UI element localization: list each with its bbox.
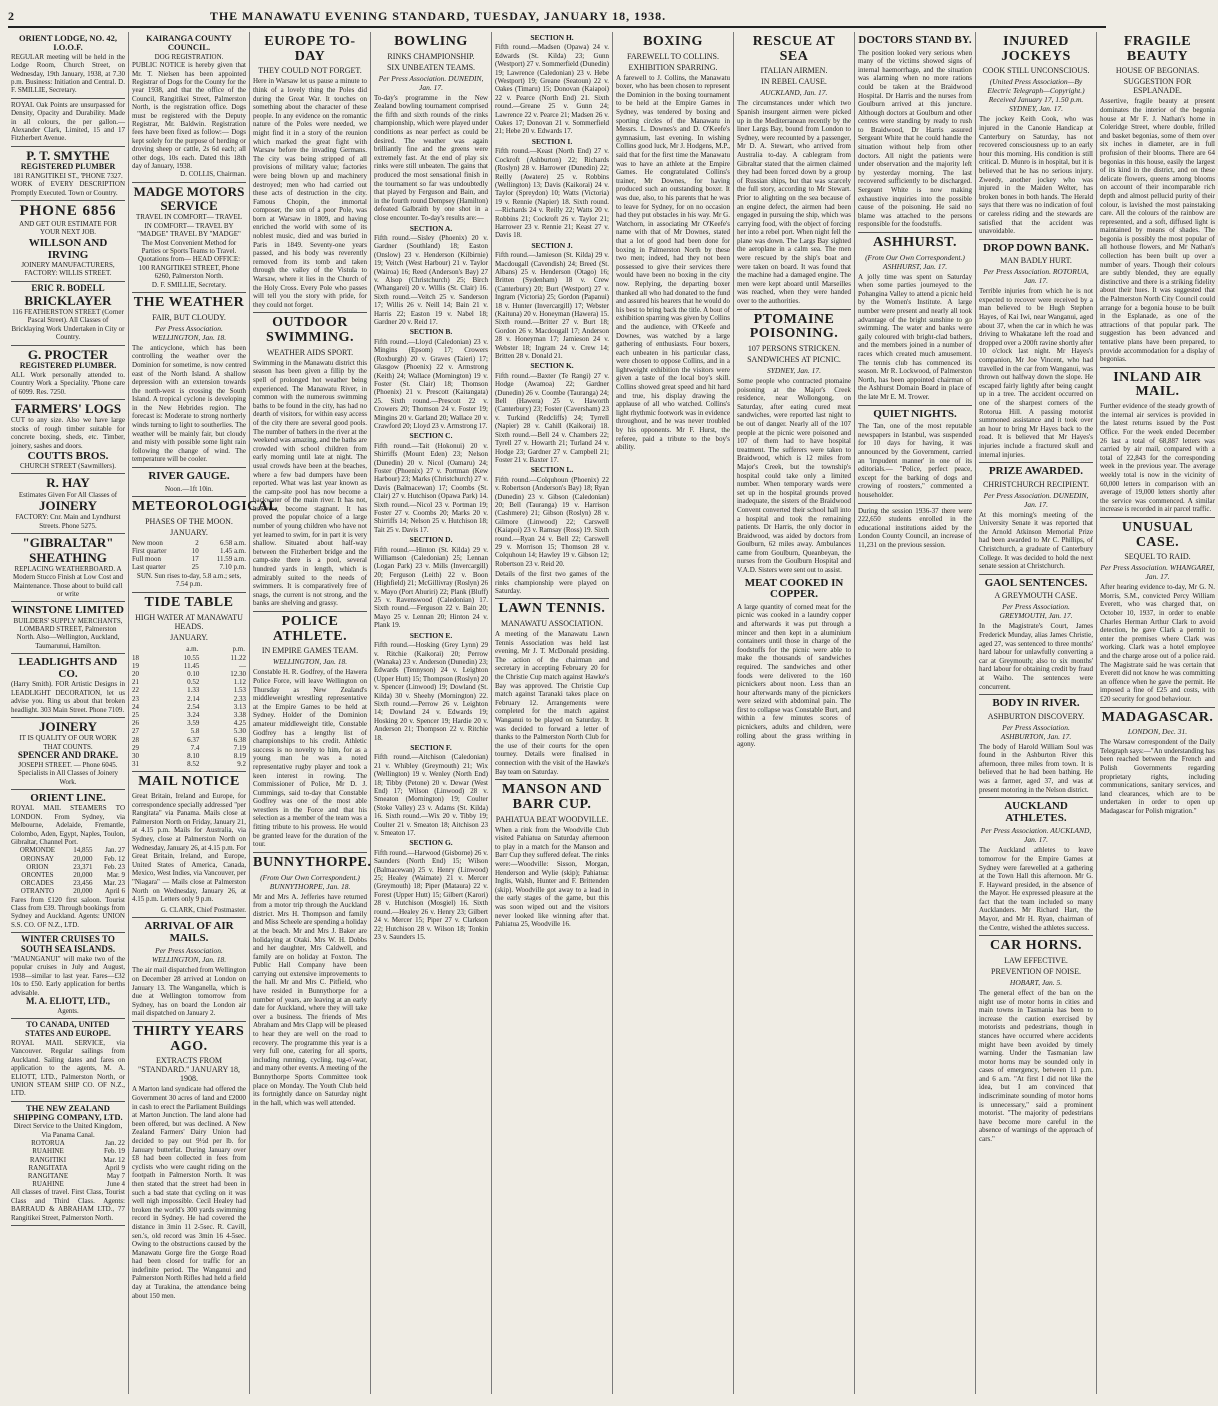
table-row: 20 0.10 12.30 [132,669,246,678]
table-row: 21 0.52 1.12 [132,678,246,687]
table-row: ORONSAY 20,000 Feb. 12 [20,854,125,863]
column-10: FRAGILE BEAUTY HOUSE OF BEGONIAS. SUGGESTION FOR ESPLANADE. Assertive, fragile beauty at present dominates the interior of the begonia house at Mr F. J. Nathan's home in Coleridge Street, where double, frilled and basket begonias, some of them over six inches in diameter, are in full profusion of their blooms. There are 64 begonias in this house, easily the largest of its kind in the district, and on these delicate flowers, queens among blooms on account of their incomparable rich depth and almost pellucid purity of their colour, is lavished the most painstaking care. All the colours of the rainbow are represented, and a soft, diffused light is maintained by means of shades. The begonia is possibly the most popular of all hothouse flowers, and Mr Nathan's collection has been built up over a number of years. Though their colours are subtly blended, they are equally distinctive and there is a striking fidelity about their hues. It was suggested that the Palmerston North City Council could arrange for a begonia house to be built in the Esplanade, as one of the attractions of that popular park. The suggestion has been advanced and tentative plans have been prepared, to provide accommodation for a display of begonias. INLAND AIR MAIL. Further evidence of the steady growth of the internal air services is provided in the latest returns issued by the Post Office. For the week ended December 26 last a total of 68,887 letters was carried by air mail, compared with a total of 22,843 for the corresponding week in the previous year. The average weekly total is now in the vicinity of 60,000 letters in comparison with an average of 19,000 letters shortly after the service was commenced. A similar increase is recorded in air parcel traffic. UNUSUAL CASE. SEQUEL TO RAID. Per Press Association. WHANGAREI, Jan. 17. After hearing evidence to-day, Mr G. N. Morris, S.M., convicted Percy William Everett, who was charged that, on October 10, 1937, in order to enable Charles Herman Arthur Clark to avoid detection, he gave Clark a permit to enter the premises where Clark was working. Clark was a hotel employee and the charge arose out of a police raid. The Magistrate said he was certain that Everett did not know he was committing an offence when he gave the permit. He imposed a fine of £25 and costs, with £20 security for good behaviour. MADAGASCAR. LONDON, Dec. 31. The Warsaw correspondent of the Daily Telegraph says:—"An understanding has been reached between the French and Polish Governments regarding proprietary rights, including communications, sanitary services, and land clearances, which are to be undertaken in order to open up Madagascar for Polish migration." [1100,34,1215,815]
headline-rescue-at-sea: RESCUE AT SEA [752,34,836,64]
ad-hay-joinery: R. HAY Estimates Given For All Classes of JOINERY FACTORY: Cnr. Main and Lyndhurst Streets. Phone 5275. [11,474,125,534]
headline-body-river: BODY IN RIVER. [992,697,1080,710]
ad-winstone: WINSTONE LIMITED BUILDERS' SUPPLY MERCHANTS, LOMBARD STREET, Palmerston North. Also—Wellington, Auckland, Taumarunui, Hamilton. [11,602,125,654]
column-8: DOCTORS STAND BY. The position looked very serious when many of the victims showed signs of internal haemorrhage, and the situation was alarming when no more rations could be taken at the Braidwood Hospital. Dr Harris and the nurses from Goulburn arrived at this juncture. Although doctors at Goulburn and other centres were standing by ready to rush to Braidwood, Dr Harris assured Sergeant White that he could handle the situation without help from other doctors. All night the patients were under observation and the majority left by yesterday morning. The last recovered sufficiently to be discharged. Sergeant White is now making exhaustive inquiries into the possible cause of the poisoning. He said no blame was attached to the persons responsible for the foodstuffs. ASHHURST. (From Our Own Correspondent.) ASHHURST, Jan. 17. A jolly time was spent on Saturday when some parties journeyed to the Pohangina Valley to attend a picnic held by the Women's Institute. A large number were present and nearly all took advantage of the bright sunshine to go swimming. The water and banks were gaily coloured with bright-clad bathers, and the members joined in a number of races which created much amusement. The tennis club has commenced its season. Mr R. Lockwood, of Palmerston North, has been appointed chairman of the Ashhurst Domain Board in place of the late Mr E. M. Trower. QUIET NIGHTS. The Tan, one of the most reputable newspapers in Istanbul, was suspended for 10 days for having, it was announced by the Government, carried an 'impudent manner' in one of its editorials.— "Police, perfect peace, except for the barking of dogs and crowing of roosters," commented a householder. During the session 1936-37 there were 222,650 students enrolled in the educational institutions aided by the London County Council, an increase of 11,231 on the previous session. [855,32,976,1394]
table-row: First quarter 10 1.45 a.m. [132,547,246,556]
headline-boxing: BOXING [643,34,703,49]
headline-inland-air-mail: INLAND AIR MAIL. [1113,369,1202,400]
headline-mail-notice: MAIL NOTICE [138,774,240,790]
headline-river-gauge: RIVER GAUGE. [148,470,230,483]
headline-injured-jockeys: INJURED JOCKEYS [1001,34,1071,64]
table-row: 29 7.4 7.19 [132,743,246,752]
headline-ptomaine: PTOMAINE POISONING. [749,311,839,342]
article-weather: The anticyclone, which has been controlling the weather over the Dominion for sometime, is now centred east of the North Island. A shallow depression with an extension towards the north-west is crossing the South Island. A tropical cyclone is developing in the New Hebrides region. The forecast is: Moderate to strong northerly winds turning to light to southerlies. The weather will be mainly fair, but cloudy and misty with possible some light rain following the change of wind. The temperature will be cooler. [132,343,247,464]
headline-auckland-athletes: AUCKLAND ATHLETES. [1004,800,1068,824]
headline-weather: THE WEATHER [133,295,245,311]
masthead-title: THE MANAWATU EVENING STANDARD, TUESDAY, JANUARY 18, 1938. [209,8,667,23]
table-row: 25 3.24 3.38 [132,710,246,719]
table-row: 27 5.8 5.30 [132,727,246,736]
headline-thirty-years: THIRTY YEARS AGO. [133,1024,245,1054]
orient-ships-table [11,846,125,895]
columns [8,32,1215,1394]
masthead [8,6,1106,28]
ad-paints: ROYAL Oak Points are unsurpassed for Density, Opacity and Durability. Made in all colours, the per gallon.—Alexander Clark, Limited, 15 and 17 Fitzherbert Avenue. [11,99,125,147]
headline-madagascar: MADAGASCAR. [1101,709,1214,725]
headline-manson-barr: MANSON AND BARR CUP. [501,782,603,812]
headline-police-athlete: POLICE ATHLETE. [272,614,348,644]
headline-unusual-case: UNUSUAL CASE. [1121,519,1194,550]
ad-leadlights: LEADLIGHTS AND CO. (Harry Smith). FOR Artistic Designs in LEADLIGHT DECORATION, let us advise you. Ring us about that broken headlight. 303 Main Street. Phone 7109. [11,654,125,718]
column-9: INJURED JOCKEYS COOK STILL UNCONSCIOUS. (United Press Association—By Electric Telegraph—Copyright.) Received January 17, 1.50 p.m. SYDNEY, Jan. 17. The jockey Keith Cook, who was injured in the Canonie Handicap at Canterbury on Saturday, has not recovered consciousness up to an early hour this morning. His condition is still critical. D. Munro is in hospital, but it is believed that he has no serious injury. Zweedy, another jockey who was injured in the Maiden Welter, has broken bones in both hands. The Herald says that there was no indication of foul or careless riding and the stewards are satisfied that the accident was unavoidable. DROP DOWN BANK. MAN BADLY HURT. Per Press Association. ROTORUA, Jan. 17. Terrible injuries from which he is not expected to recover were received by a man believed to be Hugh Stephen Hayes, of Kai Iwi, near Wanganui, aged about 37, when the car in which he was driving to Whakatane left the road and dropped over a 200ft ravine shortly after 10 o'clock last night. Mr Hayes's companion, Mr Joe Vincent, who had travelled in the car from Wanganui, was thrown out halfway down the slope. He escaped fairly lightly after being caught up in a tree. The accident occurred on one of the sharpest corners of the Rotorua Hill. A passing motorist summoned assistance and it took over an hour to bring Mr Hayes back to the road. It is believed that Mr Hayes's injuries include a fractured skull and internal injuries. PRIZE AWARDED. CHRISTCHURCH RECIPIENT. Per Press Association. DUNEDIN, Jan. 17. At this morning's meeting of the University Senate it was reported that the Arnold Atkinson Memorial Prize had been awarded to Mr C. Phillips, of Christchurch, a graduate of Canterbury College. It was decided to hold the next senate session at Christchurch. GAOL SENTENCES. A GREYMOUTH CASE. Per Press Association. GREYMOUTH, Jan. 17. In the Magistrate's Court, James Frederick Munday, alias James Christie, aged 27, was sentenced to three months' hard labour for unlawfully converting a car at Greymouth; also to six months' hard labour for obtaining credit by fraud at Waiho. The sentences were concurrent. BODY IN RIVER. ASHBURTON DISCOVERY. Per Press Association. ASHBURTON, Jan. 17. The body of Harold William Soul was found in the Ashburton River this afternoon, three miles from town. It is believed that he had been bathing. He was a farmer, aged 37, and was at present motoring in the Nelson district. AUCKLAND ATHLETES. Per Press Association. AUCKLAND, Jan. 17. The Auckland athletes to leave tomorrow for the Empire Games at Sydney were farewelled at a gathering at the Town Hall this afternoon. Mr G. F. Hayward presided, in the absence of the Mayor. He expressed pleasure at the fact that the team included so many Aucklanders. Mr Richard Hart, the Mayor, and Mr H. Ryan, chairman of the Centre, wished the athletes success. CAR HORNS. LAW EFFECTIVE. PREVENTION OF NOISE. HOBART, Jan. 5. The general effect of the ban on the night use of motor horns in cities and main towns in Tasmania has been to increase the caution exercised by motorists and pedestrians, though in stances have occurred where accidents might have been avoided by timely warning. Under the Tasmanian law motor horns may be sounded only in cases of emergency, between 11 p.m. and 6 a.m. "At first I did not like the idea, but I am convinced that indiscriminate sounding of motor horns is unnecessary," said a prominent motorist. "The majority of pedestrians have become more careful in the absence of warnings of the approach of cars." [976,32,1097,1394]
table-row: RANGITANE May 7 [27,1172,125,1181]
table-row: Last quarter 25 7.10 p.m. [132,563,246,572]
ad-spencer-drake: JOINERY IT IS QUALITY OF OUR WORK THAT COUNTS. SPENCER AND DRAKE. JOSEPH STREET. — Phone 6045. Specialists in All Classes of Joinery Work. [11,718,125,790]
ad-oddfellows: ORIENT LODGE, NO. 42, I.O.O.F. REGULAR meeting will be held in the Lodge Room, Church Street, on Wednesday, 19th January, 1938, at 7.30 p.m. Business: Initiation and Central. D. F. SMILLIE, Secretary. [11,32,125,99]
headline-quiet-nights: QUIET NIGHTS. [873,407,957,420]
table-row: ORMONDE 14,855 Jan. 27 [19,846,125,855]
tide-table [132,644,246,769]
headline-ashhurst: ASHHURST. [873,235,957,251]
column-4: BOWLING RINKS CHAMPIONSHIP. SIX UNBEATEN TEAMS. Per Press Association. DUNEDIN, Jan. 17. To-day's programme in the New Zealand bowling tournament comprised the fifth and sixth rounds of the rinks championship, which were played under conditions as near perfect as could be desired. The weather was again brilliantly fine and the greens were extremely fast. At the end of play six rinks were still unbeaten. The gains that produced the most sensational finish in the tournament so far was undoubtedly that played by Ferguson and Bain, and in the fourth round Dempsey (Hamilton) defeated Galbraith by one shot in a close encounter. To-day's results are:— SECTION A. Fifth round.—Sisley (Phoenix) 20 v. Gardner (Southland) 18; Easton (Onslow) 23 v. Henderson (Kilbirnie) 19; Veitch (West Harbour) 21 v. Taylor (Wairoa) 16; Reed (Anderson's Bay) 27 v. Alsop (Christchurch) 25; Birch (Whangarei) 20 v. Willis (St. Clair) 16. Sixth round.—Veitch 25 v. Sanderson 17; Willis 26 v. Neill 14; Bain 21 v. Harris 22; Easton 19 v. Nabel 18; Gardner 20 v. Reid 17. SECTION B. Fifth round.—Lloyd (Caledonian) 23 v. Mingins (Epsom) 17; Crowers (Roxburgh) 20 v. Graves (Taieri) 17; Glasgow (Phoenix) 22 v. Armstrong (Keith) 24; Wallace (Mornington) 19 v. Foster (St. Clair) 18; Thomson (Phoenix) 21 v. Prescott (Kaitangata) 25. Sixth round.—Prescott 22 v. Crowers 20; Thomson 24 v. Foster 19; Mingins 20 v. Garland 20; Wallace 20 v. Crawford 20; Lloyd 23 v. Armstrong 17. SECTION C. Fifth round.—Tait (Hokonui) 20 v. Shirriffs (Mount Eden) 23; Nelson (Dunedin) 20 v. Nicol (Oamaru) 24; Foster (Phoenix) 27 v. Portman (Kew Harbour) 23; Marks (Christchurch) 27 v. Davis (Balmacewan) 17; Coombs (St. Clair) 27 v. Hutchison (Opawa Park) 14. Sixth round.—Nicol 23 v. Portman 19; Foster 27 v. Coombs 20; Marks 20 v. Shirriffs 14; Nelson 25 v. Hutchison 18; Tait 25 v. Davis 17. SECTION D. Fifth round.—Hinton (St. Kilda) 29 v. Williamson (Caledonian) 25; Lennan (Logan Park) 23 v. Mills (Invercargill) 20; Ferguson (Leith) 22 v. Boon (Highfield) 21; McGillivray (Roslyn) 26 v. Mayo (Port Ahuriri) 22; Plank (Bluff) 25 v. Ravenswood (Caledonian) 17. Sixth round.—Ferguson 22 v. Bain 20; Mayo 25 v. Lennan 20; Hinton 24 v. Plank 19. SECTION E. Fifth round.—Hosking (Grey Lynn) 29 v. Ritchie (Kaikorai) 20; Perrow (Wanaka) 23 v. Anderson (Dunedin) 23; Edwards (Tennyson) 24 v. Leighton (Upper Hutt) 15; Thompson (Roslyn) 20 v. Spencer (Linwood) 19; Dowland (St. Kilda) 30 v. Sheehy (Mornington) 22. Sixth round.—Perrow 26 v. Leighton 14; Dowland 24 v. Edwards 19; Hosking 20 v. Spencer 19; Hardie 20 v. Anderson 21; Thompson 22 v. Ritchie 18. SECTION F. Fifth round.—Aitchison (Caledonian) 21 v. Whibley (Greymouth) 21; Wix (Wellington) 19 v. Wenley (North End) 18; Tibby (Petone) 20 v. Dewar (West End) 17; Wilson (Linwood) 28 v. Smeaton (Mornington) 19; Coulter (Stoke Valley) 23 v. Adams (St. Kilda) 16. Sixth round.—Wix 20 v. Tibby 19; Coulter 21 v. Smeaton 18; Aitchison 23 v. Smeaton 17. SECTION G. Fifth round.—Harwood (Gisborne) 26 v. Saunders (North End) 15; Wilson (Balmacewan) 25 v. Henry (Linwood) 25; Healey (Waimate) 21 v. Mercer (Greymouth) 18; Piper (Mataura) 22 v. Forest (Upper Hutt) 15; Gilbert (Karori) 28 v. Hutchison (Mosgiel) 16. Sixth round.—Healey 26 v. Henry 23; Gilbert 24 v. Mercer 15; Piper 27 v. Clarkson 22; Hutchison 28 v. Wilson 18; Tonkin 23 v. Saunders 15. [371,32,492,1394]
page-number: 2 [8,8,15,23]
newspaper-page [8,6,1215,1394]
headline-swimming: OUTDOOR SWIMMING. [265,315,355,346]
column-7: RESCUE AT SEA ITALIAN AIRMEN. IN REBEL CAUSE. AUCKLAND, Jan. 17. The circumstances under which two Spanish insurgent airmen were picked up in the Mediterranean recently by the liner Largs Bay, bound from London to Sydney, were recounted by a passenger, Mr D. A. Stewart, who arrived from Australia to-day. A cablegram from Gibraltar stated that the airmen claimed they had been forced down by a group of Russian ships, but that was scarcely the full story, according to Mr Stewart. Prior to alighting on the sea because of an engine defect, the airmen had been engaged in pursuing the ship, which was carrying food, with the object of forcing her into a rebel port. When night fell the plane was down. The Largs Bay sighted the aeroplane in a calm sea. The men were rescued by the ship's boat and were taken on board. It was found that the machine had a damaged engine. The men were kept aboard until Marseilles was reached, when they were handed over to the authorities. PTOMAINE POISONING. 107 PERSONS STRICKEN. SANDWICHES AT PICNIC. SYDNEY, Jan. 17. Some people who contracted ptomaine poisoning at the Major's Creek residence, near Wollongong, on Saturday, after eating cured meat sandwiches, were reported last night to be out of danger. Nearly all of the 107 people at the picnic were poisoned and 107 of them had to have hospital treatment. The sufferers were taken to Braidwood, which is 12 miles from Major's Creek, but the township's hospital could take only a limited number. When temporary wards were set up in the hospital grounds proved inadequate, the sisters of the Braidwood Convent converted their school hall into a hospital and took the remaining patients. Dr Harris, the only doctor in Braidwood, was aided by doctors from Goulburn, 62 miles away. Ambulances came from Goulburn, Queanbeyan, the nurses from the Goulburn Hospital and V.A.D. Sisters were sent out to assist. MEAT COOKED IN COPPER. A large quantity of corned meat for the picnic was cooked in a laundry copper and afterwards it was put through a mincer and then kept in a aluminium containers until those in charge of the foodstuffs for the picnic were able to make the thousands of sandwiches required. The sandwiches and other foods were delivered to the 160 picnickers about noon. Less than an hour afterwards many of the picnickers were seized with abdominal pain. The first to collapse was Constable Burt, and within a few minutes scores of picnickers, adults and children, were rolling about the grass writhing in agony. [734,32,855,1394]
table-row: 26 3.59 4.25 [132,719,246,728]
headline-doctors: DOCTORS STAND BY. [858,34,972,46]
table-row: Full moon 17 11.59 a.m. [132,555,246,564]
ad-procter: G. PROCTER REGISTERED PLUMBER. ALL Work personally attended to. Country Work a Speciality. 'Phone care of 6099. Res. 7250. [11,346,125,400]
headline-meat-copper: MEAT COOKED IN COPPER. [744,576,844,601]
headline-gaol: GAOL SENTENCES. [984,576,1088,589]
table-row: OTRANTO 20,000 April 6 [20,887,125,896]
table-row: 24 2.54 3.13 [132,702,246,711]
table-row: ROTORUA Jan. 22 [31,1139,125,1148]
table-row: 19 11.45 — [132,661,246,670]
nzs-ships-table [11,1139,125,1188]
headline-fragile-beauty: FRAGILE BEAUTY [1123,34,1192,64]
table-row: 30 8.10 8.19 [132,751,246,760]
headline-bowling: BOWLING [394,34,468,49]
headline-drop-bank: DROP DOWN BANK. [982,241,1090,254]
ad-madge-motors: MADGE MOTORS SERVICE TRAVEL IN COMFORT— TRAVEL IN COMFORT— TRAVEL BY "MADGE" TRAVEL BY "MADGE" The Most Convenient Method for Parties or Sports Teams to Travel. Quotations from— HEAD OFFICE: 100 RANGITIKEI STREET, Phone 6260, Palmerston North. D. F. SMILLIE, Secretary. [132,183,246,293]
ad-farmers-logs: FARMERS' LOGS CUT to any size. Also we have large stocks of rough timber suitable for concrete boxing, sheds, etc. Timber, joinery, sashes and doors. COUTTS BROS. CHURCH STREET (Sawmillers). [11,400,125,474]
ad-willson-irving: PHONE 6856 AND GET OUR ESTIMATE FOR YOUR NEXT JOB. WILLSON AND IRVING JOINERY MANUFACTURERS, FACTORY: WILLIS STREET. [11,201,125,282]
table-row: New moon 2 6.58 a.m. [132,538,246,547]
ad-gibraltar: "GIBRALTAR" SHEATHING REPLACING WEATHERBOARD. A Modern Stucco Finish at Low Cost and Maintenance. Those about to build call or write [11,534,125,602]
headline-prize: PRIZE AWARDED. [988,465,1084,478]
ad-bodell: ERIC R. BODELL BRICKLAYER 116 FEATHERSTON STREET (Corner Pascal Street). All Classes of Bricklaying Work Undertaken in City or Country. [11,282,125,346]
bowling-results: SECTION A. Fifth round.—Sisley (Phoenix) 20 v. Gardner (Southland) 18; Easton (Onslow) 23 v. Henderson (Kilbirnie) 19; Veitch (West Harbour) 21 v. Taylor (Wairoa) 16; Reed (Anderson's Bay) 27 v. Alsop (Christchurch) 25; Birch (Whangarei) 20 v. Willis (St. Clair) 16. Sixth round.—Veitch 25 v. Sanderson 17; Willis 26 v. Neill 14; Bain 21 v. Harris 22; Easton 19 v. Nabel 18; Gardner 20 v. Reid 17. SECTION B. Fifth round.—Lloyd (Caledonian) 23 v. Mingins (Epsom) 17; Crowers (Roxburgh) 20 v. Graves (Taieri) 17; Glasgow (Phoenix) 22 v. Armstrong (Keith) 24; Wallace (Mornington) 19 v. Foster (St. Clair) 18; Thomson (Phoenix) 21 v. Prescott (Kaitangata) 25. Sixth round.—Prescott 22 v. Crowers 20; Thomson 24 v. Foster 19; Mingins 20 v. Garland 20; Wallace 20 v. Crawford 20; Lloyd 23 v. Armstrong 17. SECTION C. Fifth round.—Tait (Hokonui) 20 v. Shirriffs (Mount Eden) 23; Nelson (Dunedin) 20 v. Nicol (Oamaru) 24; Foster (Phoenix) 27 v. Portman (Kew Harbour) 23; Marks (Christchurch) 27 v. Davis (Balmacewan) 17; Coombs (St. Clair) 27 v. Hutchison (Opawa Park) 14. Sixth round.—Nicol 23 v. Portman 19; Foster 27 v. Coombs 20; Marks 20 v. Shirriffs 14; Nelson 25 v. Hutchison 18; Tait 25 v. Davis 17. SECTION D. Fifth round.—Hinton (St. Kilda) 29 v. Williamson (Caledonian) 25; Lennan (Logan Park) 23 v. Mills (Invercargill) 20; Ferguson (Leith) 22 v. Boon (Highfield) 21; McGillivray (Roslyn) 26 v. Mayo (Port Ahuriri) 22; Plank (Bluff) 25 v. Ravenswood (Caledonian) 17. Sixth round.—Ferguson 22 v. Bain 20; Mayo 25 v. Lennan 20; Hinton 24 v. Plank 19. SECTION E. Fifth round.—Hosking (Grey Lynn) 29 v. Ritchie (Kaikorai) 20; Perrow (Wanaka) 23 v. Anderson (Dunedin) 23; Edwards (Tennyson) 24 v. Leighton (Upper Hutt) 15; Thompson (Roslyn) 20 v. Spencer (Linwood) 19; Dowland (St. Kilda) 30 v. Sheehy (Mornington) 22. Sixth round.—Perrow 26 v. Leighton 14; Dowland 24 v. Edwards 19; Hosking 20 v. Spencer 19; Hardie 20 v. Anderson 21; Thompson 22 v. Ritchie 18. SECTION F. Fifth round.—Aitchison (Caledonian) 21 v. Whibley (Greymouth) 21; Wix (Wellington) 19 v. Wenley (North End) 18; Tibby (Petone) 20 v. Dewar (West End) 17; Wilson (Linwood) 28 v. Smeaton (Mornington) 19; Coulter (Stoke Valley) 23 v. Adams (St. Kilda) 16. Sixth round.—Wix 20 v. Tibby 19; Coulter 21 v. Smeaton 18; Aitchison 23 v. Smeaton 17. SECTION G. Fifth round.—Harwood (Gisborne) 26 v. Saunders (North End) 15; Wilson (Balmacewan) 25 v. Henry (Linwood) 25; Healey (Waimate) 21 v. Mercer (Greymouth) 18; Piper (Mataura) 22 v. Forest (Upper Hutt) 15; Gilbert (Karori) 28 v. Hutchison (Mosgiel) 16. Sixth round.—Healey 26 v. Henry 23; Gilbert 24 v. Mercer 15; Piper 27 v. Clarkson 22; Hutchison 28 v. Wilson 18; Tonkin 23 v. Saunders 15. [374,223,488,941]
table-row: 31 8.52 9.2 [132,760,246,769]
column-2: KAIRANGA COUNTY COUNCIL. DOG REGISTRATION. PUBLIC NOTICE is hereby given that Mr. T. Nielsen has been appointed Registrar of Dogs for the County for the year 1938, and that the office of the Council, Rangitikei Street, Palmerston North, is the registration office. Dogs must be registered with the Deputy Registrar, Mr. Baldwin. Registration fees have been fixed as follow:— Dogs kept solely for the purpose of herding or droving sheep or cattle, 2s 6d each; all other dogs, 10s each. Dated this 18th day of January, 1938. D. COLLIS, Chairman. MADGE MOTORS SERVICE TRAVEL IN COMFORT— TRAVEL IN COMFORT— TRAVEL BY "MADGE" TRAVEL BY "MADGE" The Most Convenient Method for Parties or Sports Teams to Travel. Quotations from— HEAD OFFICE: 100 RANGITIKEI STREET, Phone 6260, Palmerston North. D. F. SMILLIE, Secretary. THE WEATHER FAIR, BUT CLOUDY. Per Press Association. WELLINGTON, Jan. 18. The anticyclone, which has been controlling the weather over the Dominion for sometime, is now centred east of the North Island. A shallow depression with an extension towards the north-west is crossing the South Island. A tropical cyclone is developing in the New Hebrides region. The forecast is: Moderate to strong northerly winds turning to light to southerlies. The weather will be mainly fair, but cloudy and misty with possible some light rain following the change of wind. The temperature will be cooler. RIVER GAUGE. Noon.—1ft 10in. METEOROLOGICAL PHASES OF THE MOON. JANUARY. New moon 2 6.58 a.m. First quarter 10 1.45 a.m. Full moon 17 11.59 a.m. Last quarter 25 7.10 p.m. SUN. Sun rises to-day, 5.8 a.m.; sets, 7.54 p.m. TIDE TABLE HIGH WATER AT MANAWATU HEADS. JANUARY. a.m. p.m. 18 10.55 11.22 19 11.45 — 20 0.10 12.30 21 0.52 1.12 22 1.33 1.53 23 2.14 2.33 24 2.54 3.13 25 3.24 3.38 26 3.59 4.25 27 5.8 5.30 28 6.37 6.38 29 7.4 7.19 30 8.10 8.19 31 8.52 9.2 MAIL NOTICE Great Britain, Ireland and Europe, for correspondence specially addressed "per Rangitata" via Panama. Mails close at Palmerston North on Friday, January 21, at 4.15 p.m. Mails for Australia, via Sydney, close at Palmerston North on Wednesday, January 26, at 4.15 p.m. For Great Britain, Ireland, and Europe, United States of America, Canada, Mexico, West Indies, via Vancouver, per "Niagara" — Mails close at Palmerston North on Wednesday, January 26, at 4.15 p.m. Letters only 9 p.m. G. CLARK, Chief Postmaster. ARRIVAL OF AIR MAILS. Per Press Association. WELLINGTON, Jan. 18. The air mail dispatched from Wellington on December 28 arrived at London on January 13. The Wanganella, which is due at Wellington tomorrow from Sydney, has on board the London air mail dispatched on January 2. THIRTY YEARS AGO. EXTRACTS FROM "STANDARD." JANUARY 18, 1908. A Marton land syndicate had offered the Government 30 acres of land and £2000 in cash to erect the Parliament Buildings at Marton Junction. The land alone had been offered, but was declined. A New Zealand Farmers' Dairy Union had decided to pay out 9½d per lb. for January butterfat. During January over £8 had been collected in fees from cyclists who were caught riding on the footpath in Palmerston North. It was then stated that the street had been in such a bad state that cycling on it was well nigh impossible. Cecil Healey had broken the world's 300 yards swimming record in Sydney. He had covered the distance in 3min 11 2-5sec. R. Cavill, sen.'s, old record was 3min 16 4-5sec. Owing to the obstructions caused by the Manawatu Gorge fire the Gorge Road had been closed for traffic for an indefinite period. The Wanganui and Palmerston North Rifles had held a field day at Turakina, the attendance being about 150 men. [129,32,250,1394]
article-mail-notice: Great Britain, Ireland and Europe, for correspondence specially addressed "per Rangitata" via Panama. Mails close at Palmerston North on Friday, January 21, at 4.15 p.m. Mails for Australia, via Sydney, close at Palmerston North on Wednesday, January 26, at 4.15 p.m. For Great Britain, Ireland, and Europe, United States of America, Canada, Mexico, West Indies, via Vancouver, per "Niagara" — Mails close at Palmerston North on Wednesday, January 26, at 4.15 p.m. Letters only 9 p.m. [132,792,246,904]
table-row: 22 1.33 1.53 [132,686,246,695]
headline-lawn-tennis: LAWN TENNIS. [498,601,606,617]
headline-bunnythorpe: BUNNYTHORPE. [253,854,372,870]
ad-smythe: P. T. SMYTHE REGISTERED PLUMBER 181 RANGITIKEI ST., 'PHONE 7327. WORK of EVERY DESCRIPTION Promptly Executed. Town or Country. [11,147,125,201]
table-row: 18 10.55 11.22 [132,653,246,662]
table-row: RANGITIKI Mar. 12 [29,1155,125,1164]
headline-tide-table: TIDE TABLE [144,594,234,610]
ad-orient-line: ORIENT LINE. ROYAL MAIL STEAMERS TO LONDON. From Sydney, via Melbourne, Adelaide, Fremantle, Colombo, Aden, Egypt, Naples, Toulon, Gibraltar, Channel Port. ORMONDE 14,855 Jan. 27 ORONSAY 20,000 Feb. 12 ORION 23,371 Feb. 23 ORONTES 20,000 Mar. 9 ORCADES 23,456 Mar. 23 OTRANTO 20,000 April 6 Fares from £120 first saloon. Tourist Class from £39. Through bookings from Sydney and Auckland. Agents: UNION S.S. CO. OF N.Z., LTD. [11,790,125,933]
table-row: ORION 23,371 Feb. 23 [26,862,125,871]
notice-kairanga: KAIRANGA COUNTY COUNCIL. DOG REGISTRATION. PUBLIC NOTICE is hereby given that Mr. T. Nielsen has been appointed Registrar of Dogs for the County for the year 1938, and that the office of the Council, Rangitikei Street, Palmerston North, is the registration office. Dogs must be registered with the Deputy Registrar, Mr. Baldwin. Registration fees have been fixed as follow:— Dogs kept solely for the purpose of herding or droving sheep or cattle, 2s 6d each; all other dogs, 10s each. Dated this 18th day of January, 1938. D. COLLIS, Chairman. [132,32,246,183]
headline-air-mails: ARRIVAL OF AIR MAILS. [144,920,234,944]
bowling-results-continued: SECTION H. Fifth round.—Madsen (Opawa) 24 v. Edwards (St. Kilda) 23; Gunn (Westport) 27 v. Sommerfield (Dunedin) 19; Lawrence (Caledonian) 23 v. Hebe (Westport) 19; Greane (Seatoun) 22 v. Oakes (Timaru) 15; Donovan (Kaiapoi) 22 v. Pearce (North End) 21. Sixth round.—Greane 25 v. Gunn 24; Lawrence 22 v. Pearce 21; Madsen 26 v. Oakes 17; Donovan 21 v. Sommerfield 21; Hebe 20 v. Edwards 17. SECTION I. Fifth round.—Keast (North End) 27 v. Cockroft (Ashburton) 22; Richards (Roslyn) 28 v. Harrower (Dunedin) 22; Reilly (Awatere) 25 v. Robbins (Wellington) 13; Davis (Kaikorai) 24 v. Taylor (Spreydon) 10; Watts (Victoria) 19 v. Rennie (Napier) 18. Sixth round.—Richards 24 v. Reilly 22; Watts 20 v. Robbins 21; Cockroft 26 v. Taylor 21; Harrower 23 v. Rennie 21; Keast 27 v. Davis 18. SECTION J. Fifth round.—Jamieson (St. Kilda) 29 v. Macdougall (Cavendish) 24; Breed (St. Albans) 25 v. Henderson (Otago) 16; Britten (Sydenham) 18 v. Crew (Canterbury) 20; Burt (Westport) 27 v. Ingram (Victoria) 25; Gordon (Papanui) 18 v. Hunter (Invercargill) 17; Webster (Kaituna) 20 v. Honeyman (Hawera) 15. Sixth round.—Britter 27 v. Burt 18; Gordon 26 v. Macdougall 17; Anderson 28 v. Honeyman 17; Jamieson 24 v. Webster 18; Ingram 24 v. Crew 14; Britten 28 v. Donald 21. SECTION K. Fifth round.—Baxter (Te Rangi) 27 v. Hodge (Awamoa) 22; Gardner (Dunedin) 26 v. Coombe (Tauranga) 24; Bell (Hawera) 25 v. Haworth (Canterbury) 23; Foster (Caversham) 23 v. Turkind (Redcliffs) 24; Tyrrell (Napier) 28 v. Cahill (Kaikorai) 18. Sixth round.—Bell 24 v. Chambers 22; Tyrell 27 v. Howarth 21; Turland 24 v. Hodge 23; Gardner 27 v. Campbell 21; Foster 21 v. Baxter 17. SECTION L. Fifth round.—Colquhoun (Phoenix) 22 v. Robertson (Anderson's Bay) 18; Ryan (Dunedin) 23 v. Gibson (Caledonian) 20; Bell (Tauranga) 19 v. Harrison (Cashmere) 21; Gibson (Roslyn) 28 v. Gilmore (Linwood) 22; Carswell (Kaiapoi) 23 v. Ramsay (Ross) 19. Sixth round.—Ryan 24 v. Bell 22; Carswell 29 v. Morrison 15; Thomson 28 v. Colquhoun 14; Hawley 19 v. Gibson 12; Robertson 23 v. Reid 20. Details of the first two games of the rinks championship were played on Saturday. [495,33,609,595]
moon-phases-table [132,539,246,572]
table-row: RANGITATA April 9 [28,1163,125,1172]
table-row: 28 6.37 6.38 [132,735,246,744]
table-row: ORCADES 23,456 Mar. 23 [21,879,125,888]
column-3: EUROPE TO-DAY THEY COULD NOT FORGET. Here in Warsaw let us pause a minute to think of a lovely thing the Poles did during the Great War. It touches on something about the character of these people. In any evidence on the romantic nature of the Poles were needed, we might find it in a story of the reunion which marked the great fight with Warsaw before the invading Germans. The city was being stripped of all provisions of military value; factories were being blown up and machinery destroyed; men who had carried out these acts of destruction in the city. Famous Chopin, the immortal composer, the son of a poor Pole, was born at Warsaw in 1809, and having enriched the world with some of its noblest music, died and was buried in Paris in 1849. Seventy-one years passed, and his body was reverently removed from its tomb and taken through the valley of the Vistula to Warsaw, where it lies in the Church of the Holy Cross. Every Pole who passes will tell you the story with pride, for they could not forget. OUTDOOR SWIMMING. WEATHER AIDS SPORT. Swimming in the Manawatu district this season has been given a fillip by the spell of prolonged hot weather being experienced. The Manawatu River, in common with the numerous swimming baths to be found in the city, has had no dearth of visitors, for within easy access of the city there are several good pools. The number of bathers in the river at the weekend was amazing, and the baths are crowded with school children from early morning until late at night. The usual crowds have been at the beaches, where a few bad dumpers have been reported. What was last year known as the camp-site pool has now become a backwater of the main river. It has not, however, become stagnant. It has proved the popular choice of a large number of young children who have not yet learned to swim, for in part it is very shallow. Situated about half-way between the Fitzherbert bridge and the camp-site there is a pool, several hundred yards in length, which is admirably suited to the needs of swimmers. It is comparatively free of snags, the current is not strong, and the banks are shelving and grassy. POLICE ATHLETE. IN EMPIRE GAMES TEAM. WELLINGTON, Jan. 18. Constable H. R. Godfrey, of the Hawera Police Force, will leave Wellington on Thursday as New Zealand's middleweight wrestling representative at the Empire Games to be held at Sydney. Holder of the Dominion amateur middleweight title, Constable Godfrey has a lengthy list of championships to his credit. Athletic success is no novelty to him, for as a young man he was a noted representative rugby player and took a keen interest in rowing. The Commissioner of Police, Mr D. J. Cummings, said to-day that Constable Godfrey was one of the most able wrestlers in the Force and that his selection as a member of the team was a fitting tribute to his prowess. He would be granted leave for the duration of the tour. BUNNYTHORPE. (From Our Own Correspondent.) BUNNYTHORPE, Jan. 18. Mr and Mrs A. Jefferies have returned from a motor trip through the Auckland district. Mrs H. Thompson and family and Miss Scheele are spending a holiday at the beach. Mr and Mrs J. Baker are holidaying at Otaki. Mrs W. H. Dobbs and her daughter, Mrs Caldwell, and family are on holiday at Foxton. The Public Hall Company have been carrying out extensive improvements to the hall. Mr and Mrs C. Pitfield, who have resided in Bunnythorpe for a number of years, are leaving at an early date for Auckland, where they will take over a business. The friends of Mrs Abraham and Mrs Clapp will be pleased to hear they are well on the road to recovery. The programme this year is a very full one, catering for all sports, including running, cycling, tug-o'-war, and many other events. A meeting of the Bunnythorpe Sports Committee took place on Monday. The Youth Club held its fortnightly dance on Saturday night in the hall, which was well attended. [250,32,371,1394]
ad-nz-shipping: THE NEW ZEALAND SHIPPING COMPANY, LTD. Direct Service to the United Kingdom, Via Panama Canal. ROTORUA Jan. 22 RUAHINE Feb. 19 RANGITIKI Mar. 12 RANGITATA April 9 RANGITANE May 7 RUAHINE June 4 All classes of travel. First Class, Tourist Class and Third Class. Agents: BARRAUD & ABRAHAM LTD., 77 Rangitikei Street, Palmerston North. [11,1102,125,1226]
ad-winter-cruises: WINTER CRUISES TO SOUTH SEA ISLANDS. "MAUNGANUI" will make two of the popular cruises in July and August, 1938—similar to last year. Fares—£32 10s to £50. Early application for berths advisable. M. A. ELIOTT, LTD., Agents. [11,933,125,1019]
headline-meteorological: METEOROLOGICAL [132,499,279,515]
headline-europe: EUROPE TO-DAY [264,34,356,64]
column-6: BOXING FAREWELL TO COLLINS. EXHIBITION SPARRING. A farewell to J. Collins, the Manawatu boxer, who has been chosen to represent the Dominion in the boxing tournament to be held at the Empire Games in Sydney, was tendered by boxing and sporting circles of the Manawatu in Messrs. L. Downes's and D. O'Keefe's gymnasium, last evening. In wishing Collins good luck, Mr J. Hodgens, M.P., said that for the first time the Manawatu was to have an athlete at the Empire Games. He congratulated Collins's trainer, Mr Downes, for having produced such an outstanding boxer. It was due, also, to his parents that he was to leave for Sydney, for on no occasion had they put obstacles in his way. Mr G. Watchorn, in associating Mr O'Keefe's name with that of Mr Downes, stated that a lot of good had been done for boxing in Palmerston North by these two men; indeed, had they not been possessed to give their services there would have been no boxing in the city now. Replying, the departing boxer thanked all who had donated to the fund and assured his hearers that he would do his best to bring back the title. A bout of exhibition sparring was given by Collins and the audience, with O'Keefe and Downes, was watched by a large gathering of enthusiasts. Four boxers, each unbeaten in his particular class, were chosen to oppose Collins, and in a lightweight exhibition the visitors were given a taste of the local boy's skill. Collins showed great speed and hit hard and true, his display drawing the applause of all who watched. Collins's light rhythmic footwork was in evidence throughout, and he was never troubled by his opponents. Mr F. Hurst, the referee, paid a tribute to the boy's ability. [613,32,734,1394]
table-header: a.m. p.m. [186,644,245,653]
table-row: RUAHINE Feb. 19 [32,1147,125,1156]
column-1-adverts [8,32,129,1394]
ad-canada: TO CANADA, UNITED STATES AND EUROPE. ROYAL MAIL SERVICE, via Vancouver. Regular sailings from Auckland. Sailing dates and fares on application to the agents, M. A. ELIOTT, LTD., Palmerston North, or UNION STEAM SHIP CO. OF N.Z., LTD. [11,1019,125,1101]
article-education: During the session 1936-37 there were 222,650 students enrolled in the educational institutions aided by the London County Council, an increase of 11,231 on the previous session. [858,506,972,549]
column-5: SECTION H. Fifth round.—Madsen (Opawa) 24 v. Edwards (St. Kilda) 23; Gunn (Westport) 27 v. Sommerfield (Dunedin) 19; Lawrence (Caledonian) 23 v. Hebe (Westport) 19; Greane (Seatoun) 22 v. Oakes (Timaru) 15; Donovan (Kaiapoi) 22 v. Pearce (North End) 21. Sixth round.—Greane 25 v. Gunn 24; Lawrence 22 v. Pearce 21; Madsen 26 v. Oakes 17; Donovan 21 v. Sommerfield 21; Hebe 20 v. Edwards 17. SECTION I. Fifth round.—Keast (North End) 27 v. Cockroft (Ashburton) 22; Richards (Roslyn) 28 v. Harrower (Dunedin) 22; Reilly (Awatere) 25 v. Robbins (Wellington) 13; Davis (Kaikorai) 24 v. Taylor (Spreydon) 10; Watts (Victoria) 19 v. Rennie (Napier) 18. Sixth round.—Richards 24 v. Reilly 22; Watts 20 v. Robbins 21; Cockroft 26 v. Taylor 21; Harrower 23 v. Rennie 21; Keast 27 v. Davis 18. SECTION J. Fifth round.—Jamieson (St. Kilda) 29 v. Macdougall (Cavendish) 24; Breed (St. Albans) 25 v. Henderson (Otago) 16; Britten (Sydenham) 18 v. Crew (Canterbury) 20; Burt (Westport) 27 v. Ingram (Victoria) 25; Gordon (Papanui) 18 v. Hunter (Invercargill) 17; Webster (Kaituna) 20 v. Honeyman (Hawera) 15. Sixth round.—Britter 27 v. Burt 18; Gordon 26 v. Macdougall 17; Anderson 28 v. Honeyman 17; Jamieson 24 v. Webster 18; Ingram 24 v. Crew 14; Britten 28 v. Donald 21. SECTION K. Fifth round.—Baxter (Te Rangi) 27 v. Hodge (Awamoa) 22; Gardner (Dunedin) 26 v. Coombe (Tauranga) 24; Bell (Hawera) 25 v. Haworth (Canterbury) 23; Foster (Caversham) 23 v. Turkind (Redcliffs) 24; Tyrrell (Napier) 28 v. Cahill (Kaikorai) 18. Sixth round.—Bell 24 v. Chambers 22; Tyrell 27 v. Howarth 21; Turland 24 v. Hodge 23; Gardner 27 v. Campbell 21; Foster 21 v. Baxter 17. SECTION L. Fifth round.—Colquhoun (Phoenix) 22 v. Robertson (Anderson's Bay) 18; Ryan (Dunedin) 23 v. Gibson (Caledonian) 20; Bell (Tauranga) 19 v. Harrison (Cashmere) 21; Gibson (Roslyn) 28 v. Gilmore (Linwood) 22; Carswell (Kaiapoi) 23 v. Ramsay (Ross) 19. Sixth round.—Ryan 24 v. Bell 22; Carswell 29 v. Morrison 15; Thomson 28 v. Colquhoun 14; Hawley 19 v. Gibson 12; Robertson 23 v. Reid 20. Details of the first two games of the rinks championship were played on Saturday. LAWN TENNIS. MANAWATU ASSOCIATION. A meeting of the Manawatu Lawn Tennis Association was held last evening, Mr J. T. McDonald presiding. The action of the chairman and secretary in accepting February 20 for the Christie Cup match against Hawke's Bay was approved. The Christie Cup match against Taranaki takes place on February 12. Arrangements were completed for the match against Wanganui to be played on Saturday. It was decided to forward a letter of thanks to the Palmerston North Club for the use of their courts for the open tourney. Details were finalised in connection with the visit of the Hawke's Bay team on Saturday. MANSON AND BARR CUP. PAHIATUA BEAT WOODVILLE. When a rink from the Woodville Club visited Pahiatua on Saturday afternoon to play in a match for the Manson and Barr Cup they suffered defeat. The rinks were:—Woodville: Sisson, Morgan, Henderson and Wylie (skip); Pahiatua: Inglis, Walsh, Hunter and F. Brittenden (skip). Woodville got away to a lead in the early stages of the game, but this was soon wiped out and the visitors never looked like winning after that. Pahiatua 25, Woodville 16. [492,32,613,1394]
table-row: 23 2.14 2.33 [132,694,246,703]
headline-car-horns: CAR HORNS. [989,938,1083,954]
table-row: RUAHINE June 4 [32,1180,125,1189]
table-row: ORONTES 20,000 Mar. 9 [21,870,125,879]
